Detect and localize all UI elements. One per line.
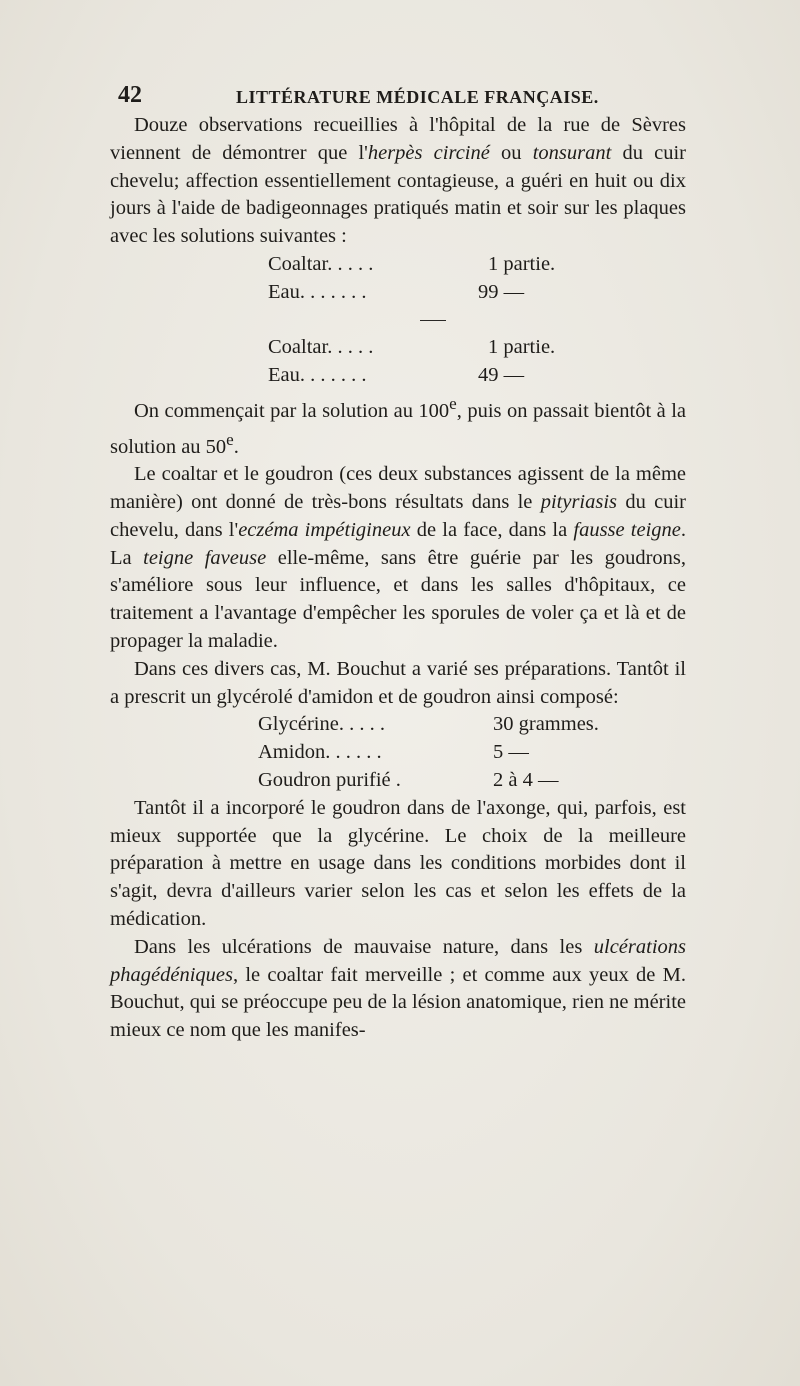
text-run: . La (110, 518, 687, 569)
paragraph-axonge: Tantôt il a incorporé le goudron dans de l'axonge, qui, parfois, est mieux supportée que la glycérine. Le choix de la meilleure préparation à mettre en usage dans les conditions morbides dont il s'agit, devra d'ailleurs varier selon les cas et selon les effets de la médication. (110, 796, 686, 930)
text-run: du cuir chevelu; affection essentiellement contagieuse, a guéri en huit ou dix jours à l'aide de badigeonnages pratiqués matin et soir sur les plaques avec les solutions suivantes : (110, 141, 687, 248)
running-title: LITTÉRATURE MÉDICALE FRANÇAISE. (236, 87, 599, 107)
paragraph-coaltar (110, 461, 686, 656)
paragraph-ulcerations (110, 934, 686, 1045)
text-run: Dans les ulcérations de mauvaise nature, dans les (134, 935, 594, 958)
italic-term: pityriasis (540, 491, 618, 514)
solution-list-1 (110, 251, 686, 334)
glycerole-recipe (110, 711, 686, 794)
italic-term: fausse teigne (573, 518, 681, 541)
recipe-row (110, 739, 686, 767)
solution-row (110, 334, 686, 362)
italic-term: ulcérations phagédéniques (110, 935, 686, 986)
solution-list-2 (110, 334, 686, 390)
page-body (110, 112, 686, 1045)
solution-row (110, 251, 686, 279)
ingredient-name: Eau. . . . . . . (268, 364, 367, 387)
italic-term: tonsurant (532, 141, 612, 164)
ordinal-superscript: e (449, 393, 457, 413)
text-run: , puis on passait bientôt à la solution au 50 (110, 399, 686, 458)
separator-rule (110, 307, 686, 335)
text-run: elle-même, sans être guérie par les goudrons, s'améliore sous leur influence, et dans les salles d'hôpitaux, ce traitement a l'avantage d'empêcher les sporules de voler ça et là et de propager la maladie. (110, 546, 687, 652)
ingredient-name: Goudron purifié . (258, 768, 401, 791)
italic-term: eczéma impétigineux (238, 518, 411, 541)
ingredient-name: Glycérine. . . . . (258, 713, 385, 736)
paragraph-preparations: Dans ces divers cas, M. Bouchut a varié ses préparations. Tantôt il a prescrit un glycérolé d'amidon et de goudron ainsi composé: (110, 657, 686, 708)
ingredient-quantity: 1 partie. (488, 252, 556, 275)
recipe-row (110, 767, 686, 795)
text-run: de la face, dans la (410, 518, 574, 541)
text-run: Douze observations recueillies à l'hôpital de la rue de Sèvres viennent de démontrer que l' (110, 114, 686, 164)
page-header (118, 82, 642, 112)
ingredient-quantity: 49 — (478, 364, 525, 387)
text-run: , le coaltar fait merveille ; et comme aux yeux de M. Bouchut, qui se préoccupe peu de la lésion anatomique, rien ne mérite mieux ce nom que les manifes- (110, 963, 686, 1042)
italic-term: herpès circiné (367, 141, 490, 164)
solution-row (110, 362, 686, 390)
text-run: . (233, 435, 239, 458)
ordinal-superscript: e (226, 429, 234, 449)
ingredient-quantity: 1 partie. (488, 336, 556, 359)
ingredient-name: Amidon. . . . . . (258, 741, 382, 764)
ingredient-name: Eau. . . . . . . (268, 280, 367, 303)
text-run: Le coaltar et le goudron (ces deux substances agissent de la même manière) ont donné de très-bons résultats dans le (110, 463, 686, 514)
ingredient-quantity: 30 grammes. (493, 713, 599, 736)
paragraph-dilution (110, 390, 686, 461)
italic-term: teigne faveuse (143, 546, 267, 569)
text-run: ou (489, 141, 533, 164)
page-number: 42 (118, 82, 142, 108)
ingredient-name: Coaltar. . . . . (268, 336, 374, 359)
solution-row (110, 279, 686, 307)
ingredient-quantity: 2 à 4 — (493, 768, 559, 791)
text-run: On commençait par la solution au 100 (134, 399, 450, 422)
ingredient-name: Coaltar. . . . . (268, 252, 374, 275)
paragraph-herpes (110, 112, 686, 251)
recipe-row (110, 711, 686, 739)
ingredient-quantity: 99 — (478, 280, 525, 303)
text-run: du cuir chevelu, dans l' (110, 491, 686, 541)
ingredient-quantity: 5 — (493, 741, 529, 764)
